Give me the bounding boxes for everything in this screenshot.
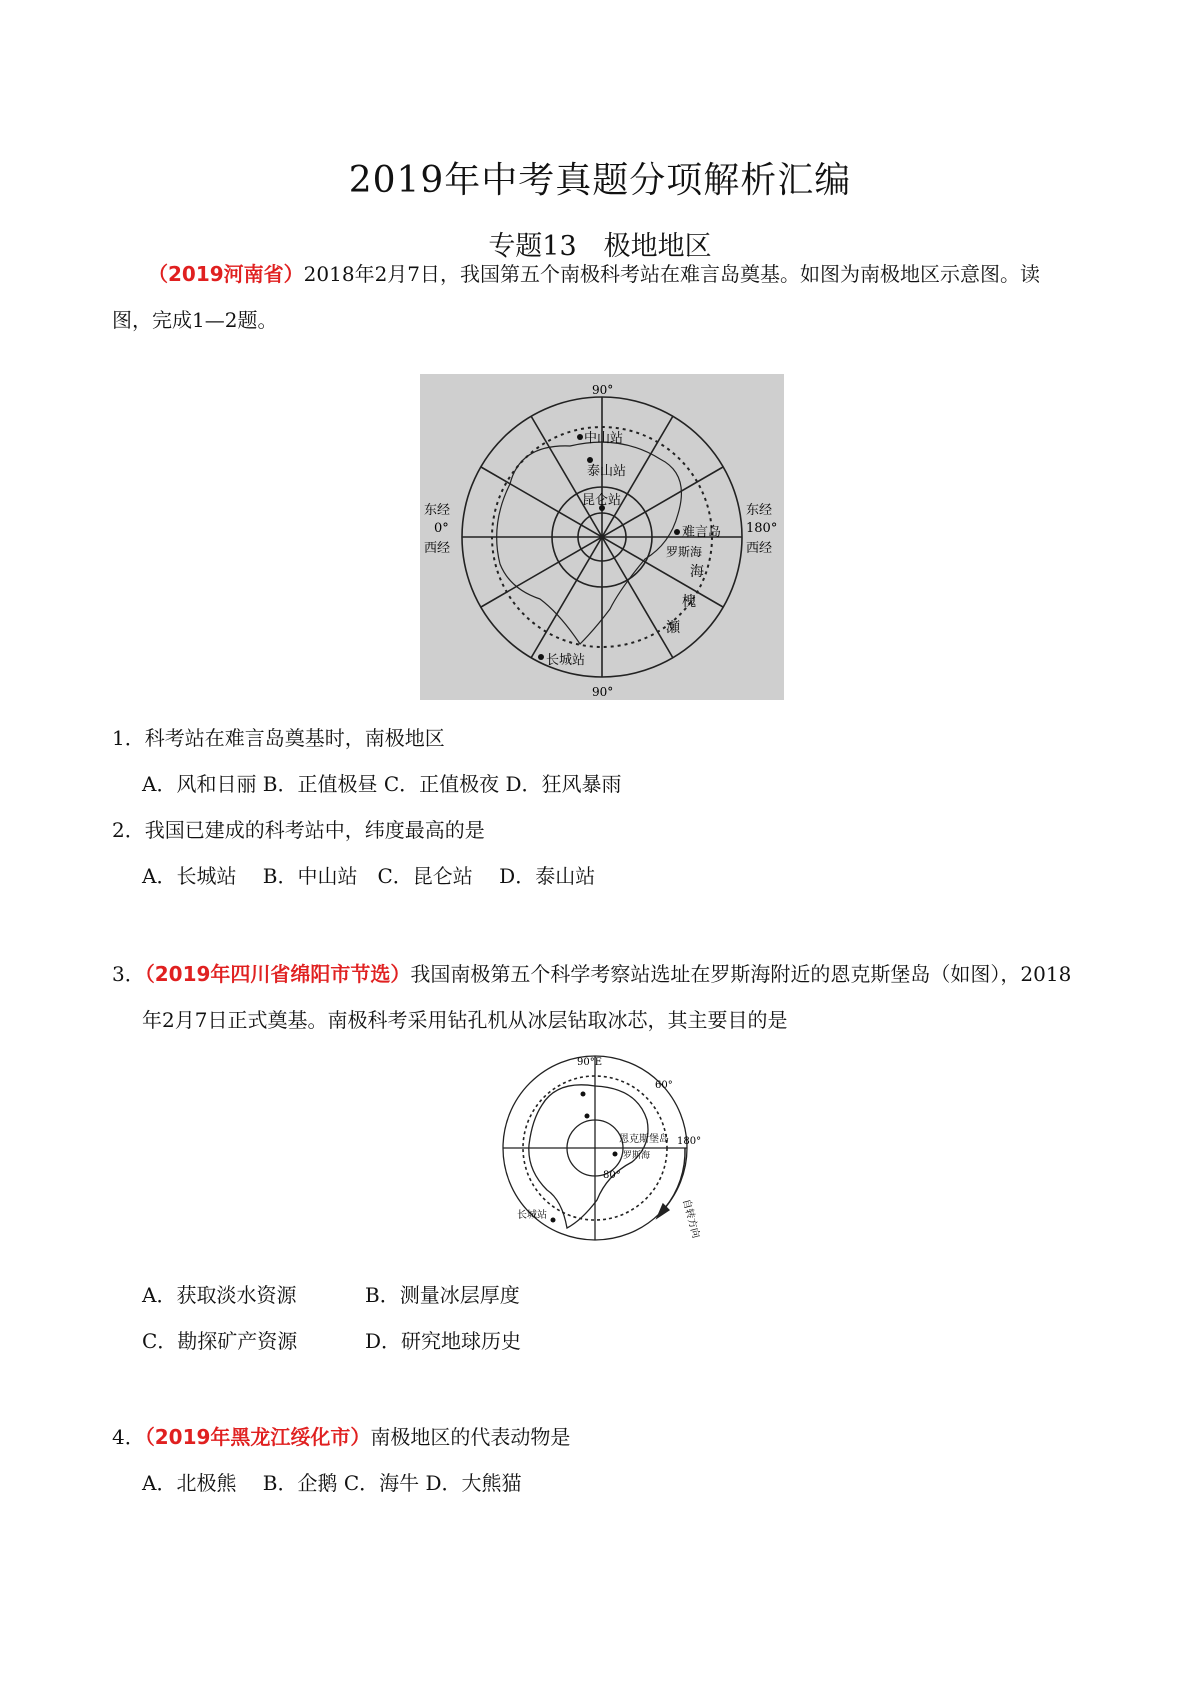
map-station-taishan: 泰山站 xyxy=(587,464,627,479)
map-label-left-1: 东经 xyxy=(424,503,451,518)
q1-stem: 1．科考站在难言岛奠基时，南极地区 xyxy=(112,726,445,750)
map-label-left-3: 西经 xyxy=(424,541,451,556)
map2-label-90e: 90°E xyxy=(577,1057,603,1068)
q3-option-a: A．获取淡水资源 xyxy=(142,1283,297,1307)
q2-options: A．长城站 B．中山站 C．昆仑站 D．泰山站 xyxy=(142,864,596,888)
page-subtitle: 专题13 极地地区 xyxy=(488,231,712,262)
map-station-nanyan: 难言岛 xyxy=(682,525,722,540)
map-sea-char-3: 瀬 xyxy=(666,620,680,636)
map-sea-char-1: 海 xyxy=(690,564,704,580)
antarctic-map xyxy=(420,374,784,700)
map-sea-char-2: 槐 xyxy=(682,594,696,610)
q3-stem-1: 我国南极第五个科学考察站选址在罗斯海附近的恩克斯堡岛（如图），2018 xyxy=(410,962,1072,986)
q12-source: （2019河南省） xyxy=(148,262,304,286)
q3-line2: 年2月7日正式奠基。南极科考采用钻孔机从冰层钻取冰芯，其主要目的是 xyxy=(142,1008,788,1032)
map2-label-station: 恩克斯堡岛 xyxy=(619,1134,669,1145)
map-label-bottom: 90° xyxy=(592,685,614,699)
map2-label-changcheng: 长城站 xyxy=(517,1210,547,1221)
q3-source: （2019年四川省绵阳市节选） xyxy=(144,962,411,986)
map2-label-sea: 罗斯海 xyxy=(623,1151,651,1161)
map-station-changcheng: 长城站 xyxy=(546,653,586,668)
map2-label-80: 80° xyxy=(603,1170,621,1181)
antarctic-map-figure xyxy=(420,374,784,700)
q12-intro-text: 2018年2月7日，我国第五个南极科考站在难言岛奠基。如图为南极地区示意图。读 xyxy=(303,262,1041,286)
map2-label-60: 60° xyxy=(655,1080,673,1091)
q3-option-d: D．研究地球历史 xyxy=(365,1329,522,1353)
page-title: 2019年中考真题分项解析汇编 xyxy=(348,160,852,201)
q4-number: 4． xyxy=(112,1425,145,1449)
q4-stem: 南极地区的代表动物是 xyxy=(370,1425,571,1449)
map-sea-ross: 罗斯海 xyxy=(666,545,703,559)
map-label-left-2: 0° xyxy=(434,521,449,536)
q3-number: 3． xyxy=(112,962,145,986)
q4-source: （2019年黑龙江绥化市） xyxy=(144,1425,371,1449)
q4-options: A．北极熊 B．企鹅 C．海牛 D．大熊猫 xyxy=(142,1471,522,1495)
map-label-right-2: 180° xyxy=(746,521,778,536)
q3-line1 xyxy=(112,962,1071,986)
map-station-zhongshan: 中山站 xyxy=(584,431,624,446)
q12-intro-line2: 图，完成1—2题。 xyxy=(112,308,278,332)
map-label-top: 90° xyxy=(592,383,614,397)
q2-stem: 2．我国已建成的科考站中，纬度最高的是 xyxy=(112,818,485,842)
map2-label-180: 180° xyxy=(677,1136,702,1147)
map2-label-rotation: 自转方向 xyxy=(680,1197,702,1240)
q1-options: A．风和日丽 B．正值极昼 C．正值极夜 D．狂风暴雨 xyxy=(142,772,622,796)
map-label-right-3: 西经 xyxy=(746,541,773,556)
q4-line xyxy=(112,1425,570,1449)
q3-option-c: C．勘探矿产资源 xyxy=(142,1329,298,1353)
antarctic-map-2-figure xyxy=(487,1050,717,1245)
map-label-right-1: 东经 xyxy=(746,503,773,518)
map-station-kunlun: 昆仑站 xyxy=(582,493,622,508)
q12-intro-line1 xyxy=(148,262,1040,286)
antarctic-map-2 xyxy=(487,1050,717,1245)
q3-option-b: B．测量冰层厚度 xyxy=(365,1283,520,1307)
